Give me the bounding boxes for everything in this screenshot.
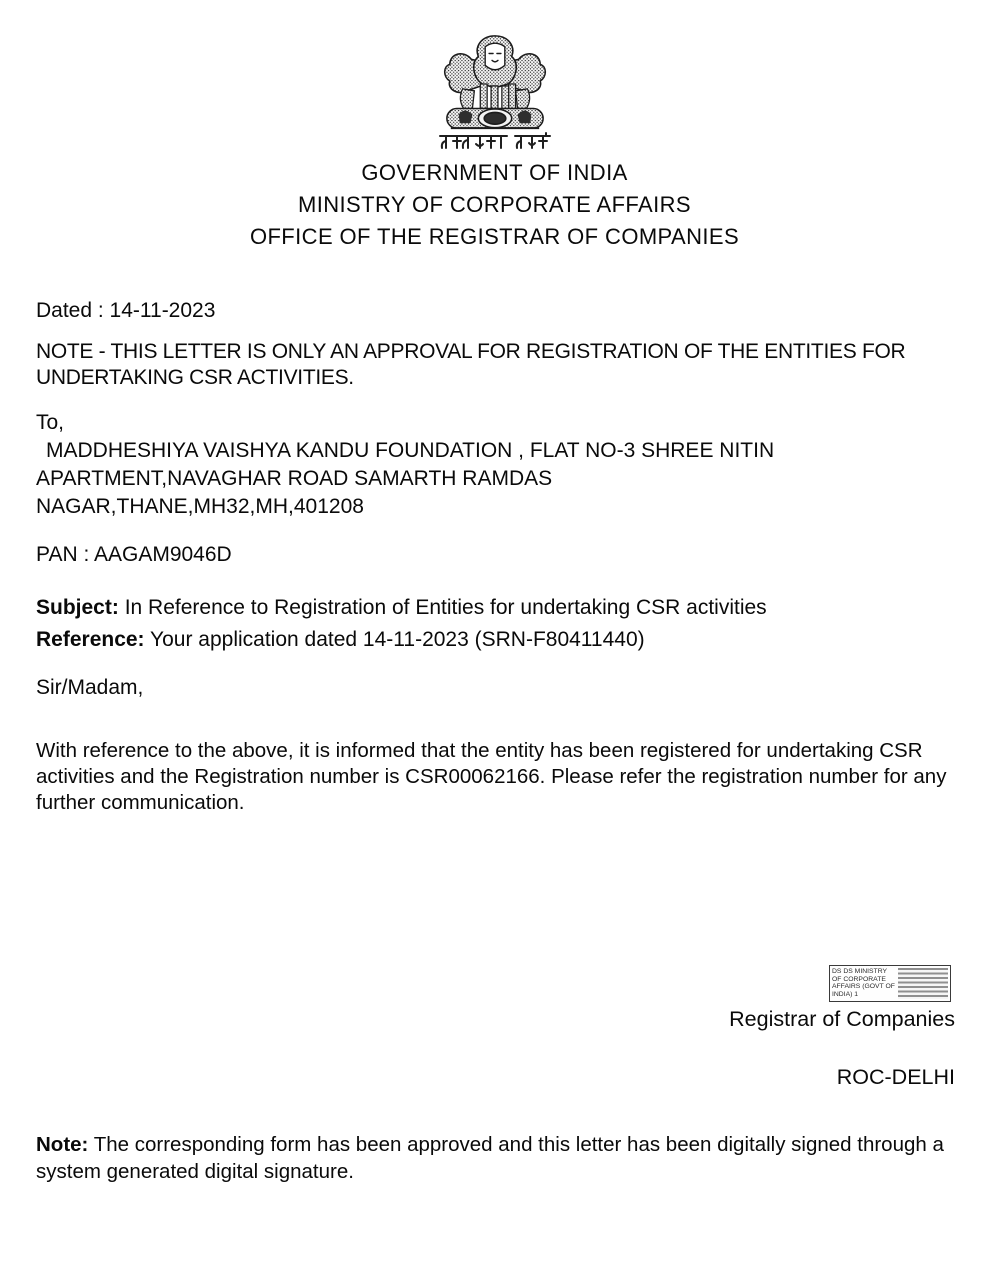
address-line: NAGAR,THANE,MH32,MH,401208 (36, 495, 364, 518)
approval-note: NOTE - THIS LETTER IS ONLY AN APPROVAL FOR REGISTRATION OF THE ENTITIES FOR UNDERTAKING CSR ACTIVITIES. (36, 340, 906, 389)
ashoka-lion-capital-emblem-icon (436, 28, 554, 136)
signer-title: Registrar of Companies (729, 1007, 955, 1031)
footer-note-text: The corresponding form has been approved and this letter has been digitally signed through a system generated digital signature. (36, 1133, 944, 1183)
address-line: APARTMENT,NAVAGHAR ROAD SAMARTH RAMDAS (36, 467, 553, 490)
satyameva-jayate-motto (437, 132, 553, 152)
office-title: OFFICE OF THE REGISTRAR OF COMPANIES (249, 224, 740, 249)
stamp-signer-text: DS DS MINISTRY OF CORPORATE AFFAIRS (GOVT OF INDIA) 1 (832, 968, 895, 998)
body-paragraph: With reference to the above, it is informed that the entity has been registered for undertaking CSR activities and the Registration number is CSR00062166. Please refer the registration number for any further communication. (36, 739, 947, 814)
footer-note-label: Note: (36, 1133, 89, 1156)
pan-line: PAN : AAGAM9046D (36, 543, 232, 566)
footer-note (36, 1131, 951, 1185)
subject-text: In Reference to Registration of Entities for undertaking CSR activities (124, 596, 767, 619)
signer-office: ROC-DELHI (836, 1065, 955, 1089)
signature-detail-lines (898, 968, 948, 999)
letterhead-titles (0, 157, 989, 253)
to-label: To, (36, 411, 65, 434)
salutation: Sir/Madam, (36, 676, 144, 699)
address-line: MADDHESHIYA VAISHYA KANDU FOUNDATION , FLAT NO-3 SHREE NITIN (46, 439, 775, 462)
ministry-title: MINISTRY OF CORPORATE AFFAIRS (298, 192, 691, 217)
reference-line (36, 624, 936, 656)
reference-label: Reference: (36, 628, 145, 651)
digital-signature-stamp (829, 965, 951, 1002)
reference-text: Your application dated 14-11-2023 (SRN-F80411440) (150, 628, 645, 651)
subject-line (36, 592, 936, 624)
government-of-india-title: GOVERNMENT OF INDIA (361, 160, 628, 185)
subject-label: Subject: (36, 596, 119, 619)
subject-reference-block (36, 592, 936, 656)
recipient-address-block (36, 409, 936, 521)
dated-line: Dated : 14-11-2023 (36, 299, 216, 322)
letterhead-emblem (0, 28, 989, 152)
